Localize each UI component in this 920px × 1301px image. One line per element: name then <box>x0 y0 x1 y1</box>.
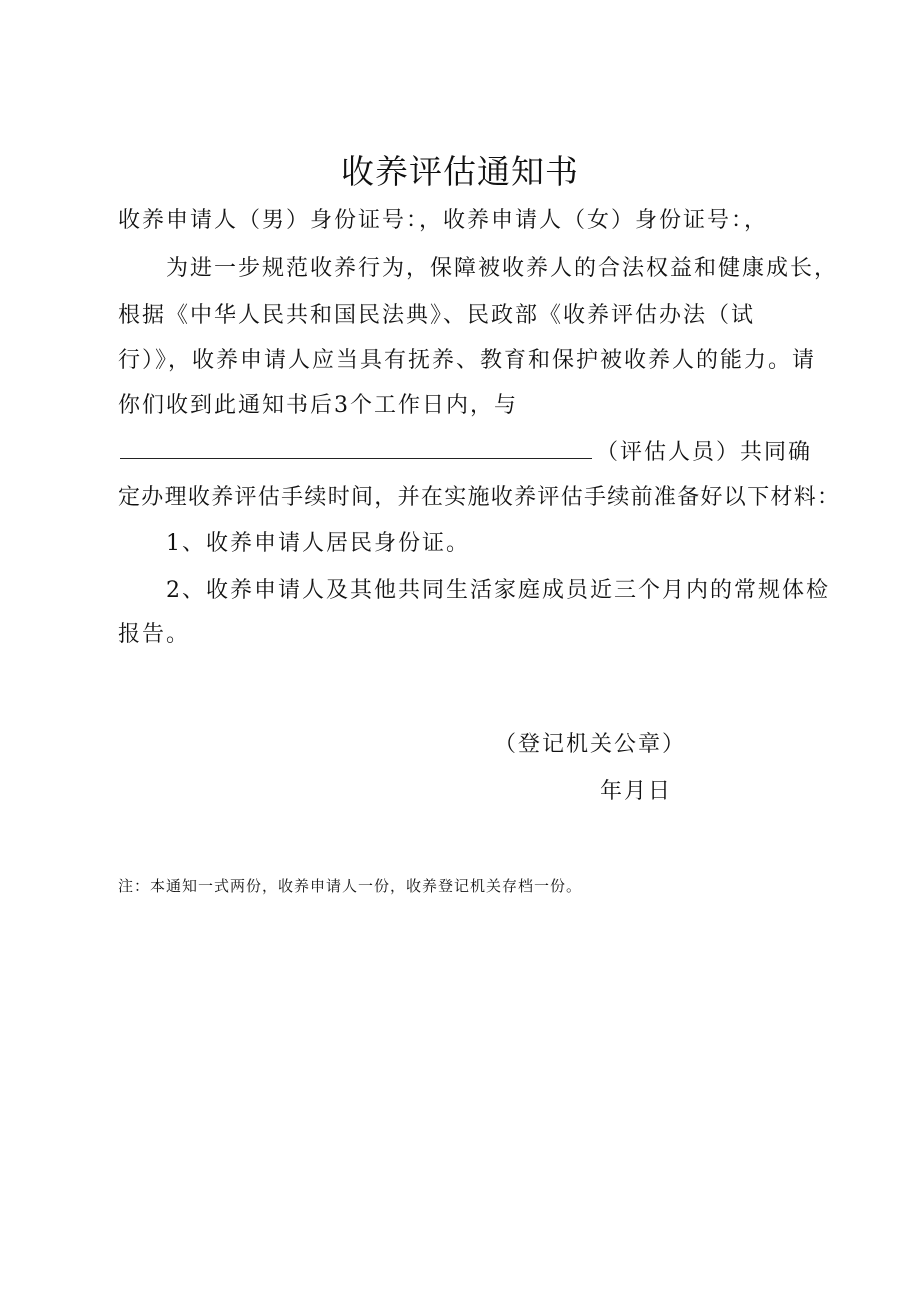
material-item-1: 1、收养申请人居民身份证。 <box>166 531 470 556</box>
footnote: 注：本通知一式两份，收养申请人一份，收养登记机关存档一份。 <box>118 877 583 895</box>
body-line-5 <box>120 436 812 468</box>
document-title: 收养评估通知书 <box>341 152 579 191</box>
body-line-4: 你们收到此通知书后3个工作日内，与 <box>118 393 518 418</box>
material-item-2-line-1: 2、收养申请人及其他共同生活家庭成员近三个月内的常规体检 <box>166 578 830 603</box>
applicant-id-line: 收养申请人（男）身份证号：，收养申请人（女）身份证号：， <box>118 208 769 233</box>
body-line-3: 行）》，收养申请人应当具有抚养、教育和保护被收养人的能力。请 <box>118 348 817 373</box>
body-line-1: 为进一步规范收养行为，保障被收养人的合法权益和健康成长， <box>166 256 839 281</box>
material-item-2-line-2: 报告。 <box>118 622 191 647</box>
body-line-5-text: （评估人员）共同确 <box>596 440 813 465</box>
body-line-6: 定办理收养评估手续时间，并在实施收养评估手续前准备好以下材料： <box>118 485 841 510</box>
official-seal-label: （登记机关公章） <box>494 732 687 757</box>
date-line: 年月日 <box>600 779 673 804</box>
evaluator-blank-field <box>120 436 592 459</box>
body-line-2: 根据《中华人民共和国民法典》、民政部《收养评估办法（试 <box>118 303 756 328</box>
